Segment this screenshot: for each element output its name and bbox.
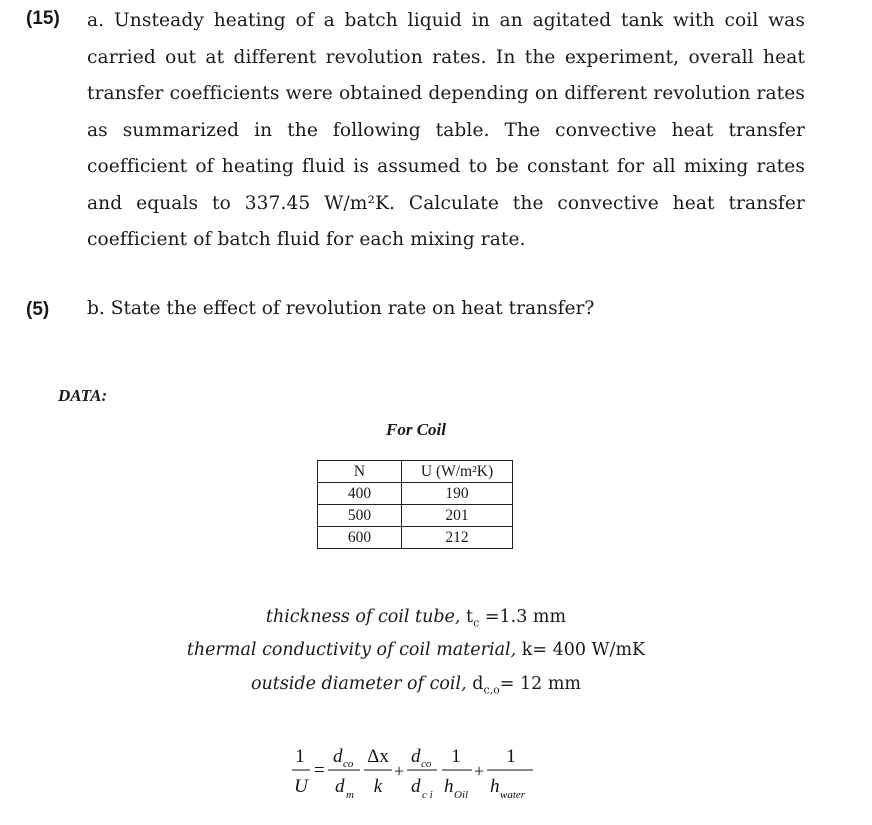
- cell-n: 500: [318, 505, 402, 527]
- cell-u: 212: [402, 527, 513, 549]
- header-u: U (W/m²K): [402, 461, 513, 483]
- part-b-question: b. State the effect of revolution rate on heat transfer?: [87, 298, 595, 319]
- part-a-marks: (15): [26, 8, 60, 29]
- thickness-sub: c: [473, 616, 480, 630]
- param-diameter: [0, 674, 832, 697]
- t4-den-sub: Oil: [454, 789, 469, 801]
- table-row: [318, 505, 513, 527]
- t2-den: k: [373, 776, 383, 797]
- heat-transfer-formula: [290, 740, 550, 808]
- diameter-value: = 12 mm: [499, 674, 582, 694]
- t4-den: h: [444, 776, 454, 797]
- part-a-question: [87, 3, 805, 259]
- table-row: [318, 527, 513, 549]
- diameter-label: outside diameter of coil,: [250, 674, 467, 694]
- param-conductivity: [0, 640, 832, 660]
- conductivity-label: thermal conductivity of coil material,: [186, 640, 517, 660]
- plus-sign: +: [394, 761, 405, 781]
- t3-den-sub: c i: [422, 789, 433, 801]
- table-title: For Coil: [386, 420, 446, 439]
- table-row: [318, 483, 513, 505]
- equals-sign: =: [314, 760, 325, 781]
- diameter-symbol: d: [472, 674, 484, 694]
- table-header-row: [318, 461, 513, 483]
- cell-n: 400: [318, 483, 402, 505]
- t3-den: d: [411, 776, 421, 797]
- t1-num-sub: co: [343, 758, 354, 770]
- t4-num: 1: [451, 746, 461, 767]
- t5-den: h: [490, 776, 500, 797]
- thickness-value: =1.3 mm: [479, 607, 567, 627]
- t3-num-sub: co: [421, 758, 432, 770]
- t1-num: d: [333, 746, 343, 767]
- header-n: N: [318, 461, 402, 483]
- data-heading: DATA:: [58, 386, 108, 405]
- cell-n: 600: [318, 527, 402, 549]
- coil-data-table: [317, 460, 513, 549]
- t1-den-sub: m: [346, 789, 354, 801]
- thickness-label: thickness of coil tube,: [265, 607, 461, 627]
- thickness-symbol: t: [466, 607, 474, 627]
- t5-num: 1: [506, 746, 516, 767]
- lhs-denominator: U: [294, 776, 308, 797]
- cell-u: 201: [402, 505, 513, 527]
- diameter-sub: c,o: [483, 683, 500, 697]
- lhs-numerator: 1: [295, 746, 305, 767]
- part-b-marks: (5): [26, 299, 50, 320]
- part-a-text-last: heat transfer coefficient of batch fluid for each mixing rate.: [87, 192, 805, 250]
- cell-u: 190: [402, 483, 513, 505]
- plus-sign: +: [474, 761, 485, 781]
- t2-num: Δx: [367, 746, 389, 767]
- part-a-text: a. Unsteady heating of a batch liquid in an agitated tank with coil was carried out at different revolution rates. In the experiment, overall heat transfer coefficients were obtained depending on different revolution rates as summarized in the following table. The convective heat transfer coefficient of heating fluid is assumed to be constant for all mixing rates and equals to 337.45 W/m²K. Calculate the convective: [87, 10, 805, 214]
- t5-den-sub: water: [500, 789, 526, 801]
- t1-den: d: [335, 776, 345, 797]
- t3-num: d: [411, 746, 421, 767]
- param-thickness: [0, 607, 832, 630]
- conductivity-value: k= 400 W/mK: [516, 640, 646, 660]
